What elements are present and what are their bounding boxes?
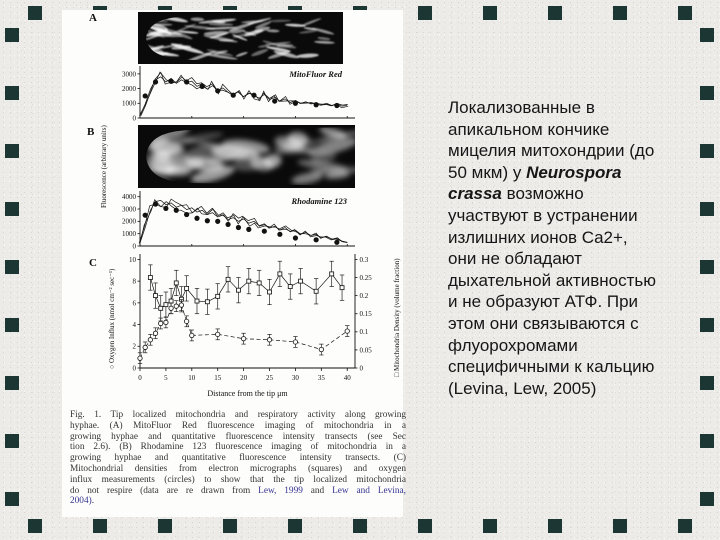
panel-a-label: A — [89, 12, 97, 24]
border-square — [5, 260, 19, 274]
border-square — [5, 492, 19, 506]
border-square — [5, 144, 19, 158]
svg-text:2000: 2000 — [122, 217, 136, 226]
fluorescence-axis-label: Fluorescence (arbitrary units) — [100, 125, 108, 208]
border-square — [700, 86, 714, 100]
border-square — [418, 6, 432, 20]
svg-text:3000: 3000 — [122, 70, 136, 79]
svg-text:4000: 4000 — [122, 193, 136, 202]
slide-body-text — [448, 97, 656, 399]
border-square — [5, 28, 19, 42]
caption-line: do not respire (data are re drawn from Lew, 1999 and Lew and Levina, — [70, 485, 406, 496]
caption-line: 2004). — [70, 496, 95, 507]
fluorescence-micrograph-a — [138, 12, 343, 64]
border-square — [5, 434, 19, 448]
svg-text:0.1: 0.1 — [359, 328, 369, 337]
mitofluor-chart-title: MitoFluor Red — [289, 69, 342, 79]
caption-line: tion 2.6). (B) Rhodamine 123 fluorescence imaging of mitochondria in a — [70, 442, 406, 453]
text-line: (Levina, Lew, 2005) — [448, 378, 597, 398]
text-line: 50 мкм) у Neurospora — [448, 162, 622, 182]
border-square — [223, 519, 237, 533]
text-line: излишних ионов Ca2+, — [448, 227, 628, 247]
rhodamine-chart-title: Rhodamine 123 — [291, 196, 347, 206]
text-line: дыхательной активностью — [448, 270, 656, 290]
svg-text:2: 2 — [132, 342, 136, 351]
citation-link: 2004) — [70, 496, 92, 507]
svg-text:1000: 1000 — [122, 99, 136, 108]
svg-text:10: 10 — [129, 255, 136, 264]
text-line: участвуют в устранении — [448, 205, 638, 225]
svg-text:0: 0 — [132, 364, 136, 373]
svg-text:0: 0 — [138, 374, 142, 382]
svg-text:5: 5 — [164, 374, 168, 382]
svg-text:0: 0 — [359, 364, 363, 373]
border-square — [5, 202, 19, 216]
border-square — [353, 519, 367, 533]
svg-text:0.3: 0.3 — [359, 255, 369, 264]
border-square — [288, 519, 302, 533]
border-square — [483, 6, 497, 20]
border-square — [700, 318, 714, 332]
border-square — [28, 519, 42, 533]
species-name: Neurospora — [526, 162, 622, 182]
border-square — [5, 376, 19, 390]
svg-text:40: 40 — [343, 374, 351, 382]
border-square — [548, 519, 562, 533]
svg-text:30: 30 — [291, 374, 299, 382]
svg-text:8: 8 — [132, 277, 136, 286]
caption-line: hyphae. (A) MitoFluor Red fluorescence imaging of mitochondria in a — [70, 420, 406, 431]
border-square — [548, 6, 562, 20]
border-square — [700, 376, 714, 390]
mitochondria-density-axis-label: □ Mitochondria Density (volume fraction) — [393, 258, 401, 377]
svg-text:0.05: 0.05 — [359, 346, 372, 355]
text-line: crassa возможно — [448, 184, 584, 204]
svg-text:0: 0 — [132, 114, 136, 123]
border-square — [158, 519, 172, 533]
svg-text:20: 20 — [240, 374, 248, 382]
text-line: флуорохромами — [448, 335, 578, 355]
svg-text:Distance from the tip μm: Distance from the tip μm — [207, 389, 288, 398]
svg-text:3000: 3000 — [122, 205, 136, 214]
border-square — [93, 519, 107, 533]
svg-text:0.2: 0.2 — [359, 292, 369, 301]
panel-c-label: C — [89, 257, 97, 269]
svg-text:25: 25 — [266, 374, 274, 382]
caption-line: Mitochondrial densities from electron micrographs (squares) and oxygen — [70, 463, 406, 474]
text-line: Локализованные в — [448, 98, 595, 117]
border-square — [700, 260, 714, 274]
svg-text:2000: 2000 — [122, 84, 136, 93]
text-line: мицелия митохондрии (до — [448, 141, 655, 161]
border-square — [5, 318, 19, 332]
border-square — [700, 202, 714, 216]
caption-line: Fig. 1. Tip localized mitochondria and respiratory activity along growing — [70, 410, 406, 420]
svg-text:0.25: 0.25 — [359, 273, 372, 282]
oxygen-density-chart — [104, 250, 396, 402]
figure-caption — [70, 410, 406, 507]
citation-link: Lew, 1999 — [258, 485, 303, 496]
figure-panel — [62, 10, 406, 517]
caption-line: growing hyphae and quantitative fluorescence intensity transects. (C) — [70, 453, 406, 464]
species-name: crassa — [448, 184, 502, 204]
mitofluor-chart — [108, 64, 360, 128]
text-line: они не обладают — [448, 249, 582, 269]
border-square — [613, 6, 627, 20]
border-square — [613, 519, 627, 533]
border-square — [700, 28, 714, 42]
text-line: и не образуют АТФ. При — [448, 292, 639, 312]
border-square — [700, 492, 714, 506]
border-square — [28, 6, 42, 20]
oxygen-influx-axis-label: ○ Oxygen Influx (nmol cm⁻² sec⁻¹) — [108, 268, 116, 369]
border-square — [418, 519, 432, 533]
svg-text:15: 15 — [214, 374, 222, 382]
text-line: этом они связываются с — [448, 313, 639, 333]
border-square — [483, 519, 497, 533]
border-square — [5, 86, 19, 100]
svg-text:4: 4 — [132, 320, 136, 329]
svg-text:0: 0 — [132, 242, 136, 251]
panel-b-label: B — [87, 126, 95, 138]
caption-line: influx measurements (circles) to show that the tip localized mitochondria — [70, 474, 406, 485]
svg-text:10: 10 — [188, 374, 196, 382]
svg-text:0.15: 0.15 — [359, 310, 372, 319]
fluorescence-micrograph-b — [138, 125, 355, 188]
border-square — [700, 144, 714, 158]
text-line: апикальном кончике — [448, 119, 610, 139]
rhodamine-chart — [108, 188, 360, 254]
svg-text:1000: 1000 — [122, 230, 136, 239]
border-square — [678, 6, 692, 20]
citation-link: Lew and Levina, — [332, 485, 406, 496]
border-square — [700, 434, 714, 448]
text-line: специфичными к кальцию — [448, 357, 655, 377]
svg-text:6: 6 — [132, 299, 136, 308]
border-square — [678, 519, 692, 533]
svg-text:35: 35 — [317, 374, 325, 382]
caption-line: growing hyphae and quantitative fluorescence intensity transects (see Sec — [70, 431, 406, 442]
